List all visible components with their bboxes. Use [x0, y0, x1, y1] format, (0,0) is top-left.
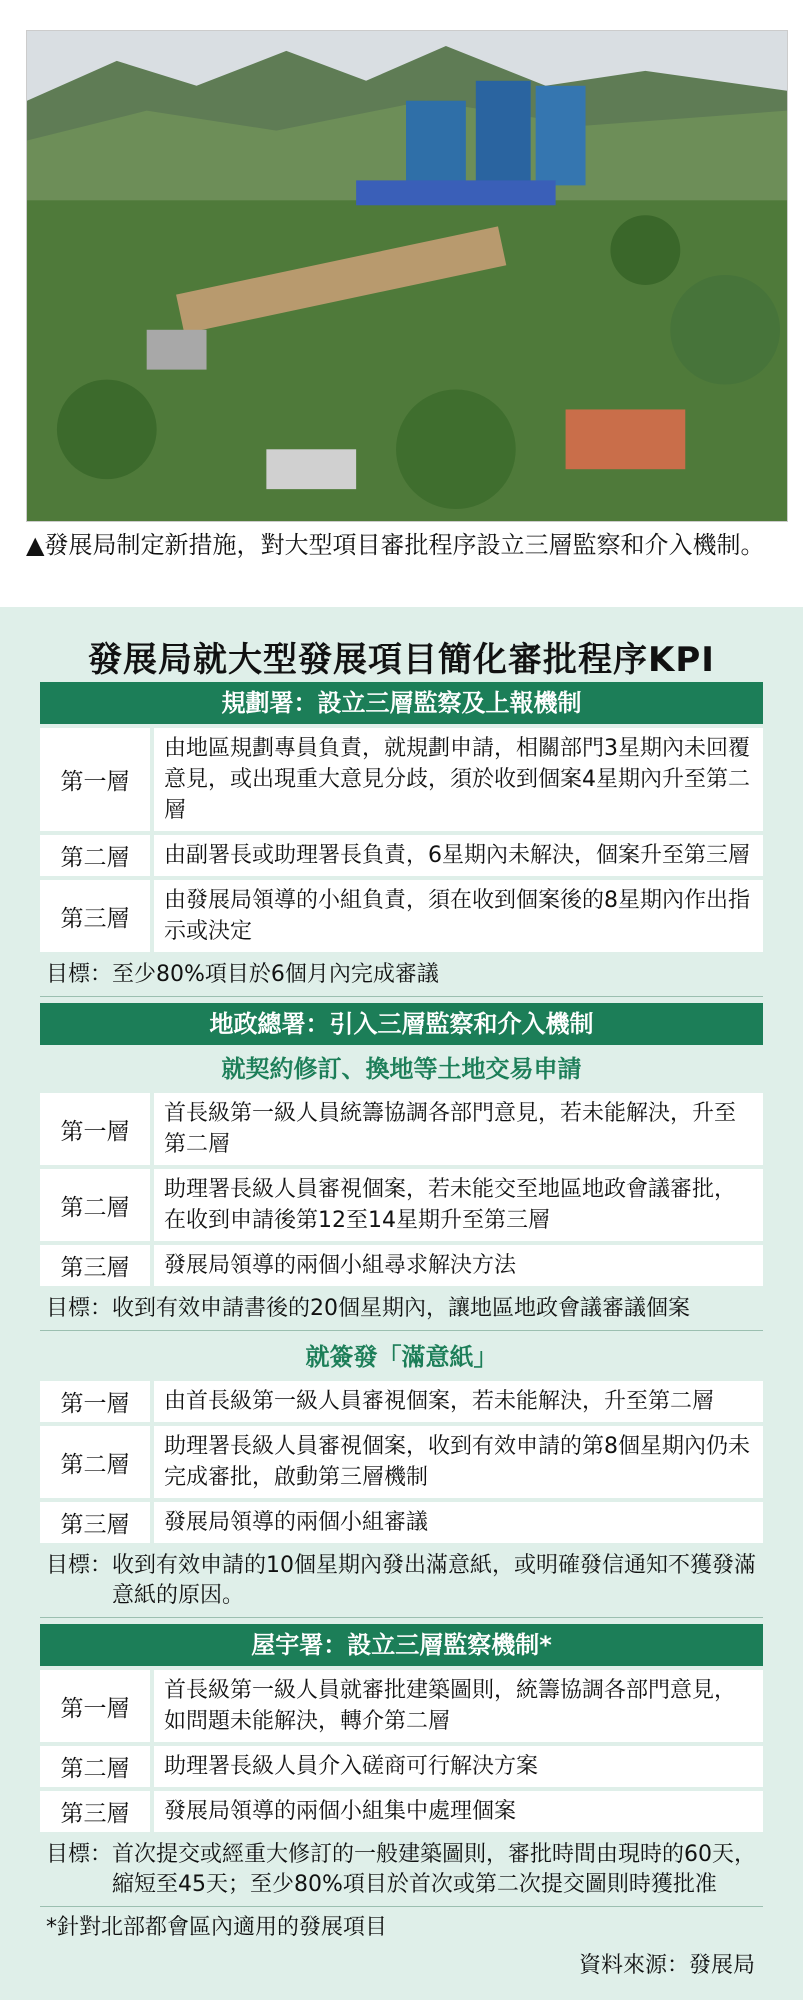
- level-description: 首長級第一級人員就審批建築圖則，統籌協調各部門意見，如問題未能解決，轉介第二層: [154, 1670, 763, 1742]
- level-label: 第三層: [40, 1791, 150, 1832]
- planning-target: [40, 956, 763, 997]
- table-row: [40, 1791, 763, 1832]
- level-label: 第二層: [40, 1169, 150, 1241]
- table-row: [40, 1093, 763, 1165]
- level-description: 發展局領導的兩個小組審議: [154, 1502, 763, 1543]
- planning-section-header: 規劃署：設立三層監察及上報機制: [40, 682, 763, 724]
- lands-subheader-certificate: 就簽發「滿意紙」: [305, 1343, 498, 1371]
- lands-target-transactions: [40, 1290, 763, 1331]
- table-row: [40, 1502, 763, 1543]
- footnote: *針對北部都會區內適用的發展項目: [46, 1915, 388, 1940]
- level-label: 第三層: [40, 1502, 150, 1543]
- source-credit: 資料來源：發展局: [578, 1953, 755, 1978]
- target-text: 收到有效申請書後的20個星期內，讓地區地政會議審議個案: [112, 1296, 691, 1321]
- level-label: 第二層: [40, 1426, 150, 1498]
- target-label: 目標：: [46, 1296, 113, 1321]
- target-text: 首次提交或經重大修訂的一般建築圖則，審批時間由現時的60天，縮短至45天；至少80%項目於首次或第二次提交圖則時獲批准: [112, 1842, 757, 1897]
- level-label: 第一層: [40, 1670, 150, 1742]
- level-description: 助理署長級人員審視個案，若未能交至地區地政會議審批，在收到申請後第12至14星期升至第三層: [154, 1169, 763, 1241]
- lands-section-header: 地政總署：引入三層監察和介入機制: [40, 1003, 763, 1045]
- target-label: 目標：: [46, 962, 113, 987]
- table-row: [40, 835, 763, 876]
- table-row: [40, 1381, 763, 1422]
- level-label: 第一層: [40, 1381, 150, 1422]
- target-label: 目標：: [46, 1553, 113, 1578]
- table-row: [40, 1169, 763, 1241]
- construction-site-photo: [26, 30, 788, 522]
- level-description: 助理署長級人員審視個案，收到有效申請的第8個星期內仍未完成審批，啟動第三層機制: [154, 1426, 763, 1498]
- kpi-content: [40, 682, 763, 1981]
- kpi-title: 發展局就大型發展項目簡化審批程序KPI: [88, 640, 715, 680]
- level-label: 第二層: [40, 835, 150, 876]
- level-description: 首長級第一級人員統籌協調各部門意見，若未能解決，升至第二層: [154, 1093, 763, 1165]
- level-description: 助理署長級人員介入磋商可行解決方案: [154, 1746, 763, 1787]
- target-text: 至少80%項目於6個月內完成審議: [112, 962, 439, 987]
- target-text: 收到有效申請的10個星期內發出滿意紙，或明確發信通知不獲發滿意紙的原因。: [112, 1553, 757, 1608]
- level-label: 第二層: [40, 1746, 150, 1787]
- table-row: [40, 1670, 763, 1742]
- level-description: 由首長級第一級人員審視個案，若未能解決，升至第二層: [154, 1381, 763, 1422]
- lands-target-certificate: [40, 1547, 763, 1618]
- level-label: 第三層: [40, 880, 150, 952]
- level-description: 發展局領導的兩個小組集中處理個案: [154, 1791, 763, 1832]
- level-label: 第一層: [40, 728, 150, 831]
- level-description: 發展局領導的兩個小組尋求解決方法: [154, 1245, 763, 1286]
- table-row: [40, 728, 763, 831]
- lands-subheader-transactions: 就契約修訂、換地等土地交易申請: [221, 1055, 582, 1083]
- table-row: [40, 1746, 763, 1787]
- table-row: [40, 1245, 763, 1286]
- level-label: 第一層: [40, 1093, 150, 1165]
- photo-caption: ▲發展局制定新措施，對大型項目審批程序設立三層監察和介入機制。: [26, 531, 765, 559]
- table-row: [40, 1426, 763, 1498]
- buildings-target: [40, 1836, 763, 1907]
- level-description: 由副署長或助理署長負責，6星期內未解決，個案升至第三層: [154, 835, 763, 876]
- target-label: 目標：: [46, 1842, 113, 1867]
- buildings-section-header: 屋宇署：設立三層監察機制*: [40, 1624, 763, 1666]
- table-row: [40, 880, 763, 952]
- level-description: 由地區規劃專員負責，就規劃申請，相關部門3星期內未回覆意見，或出現重大意見分歧，須於收到個案4星期內升至第二層: [154, 728, 763, 831]
- level-label: 第三層: [40, 1245, 150, 1286]
- level-description: 由發展局領導的小組負責，須在收到個案後的8星期內作出指示或決定: [154, 880, 763, 952]
